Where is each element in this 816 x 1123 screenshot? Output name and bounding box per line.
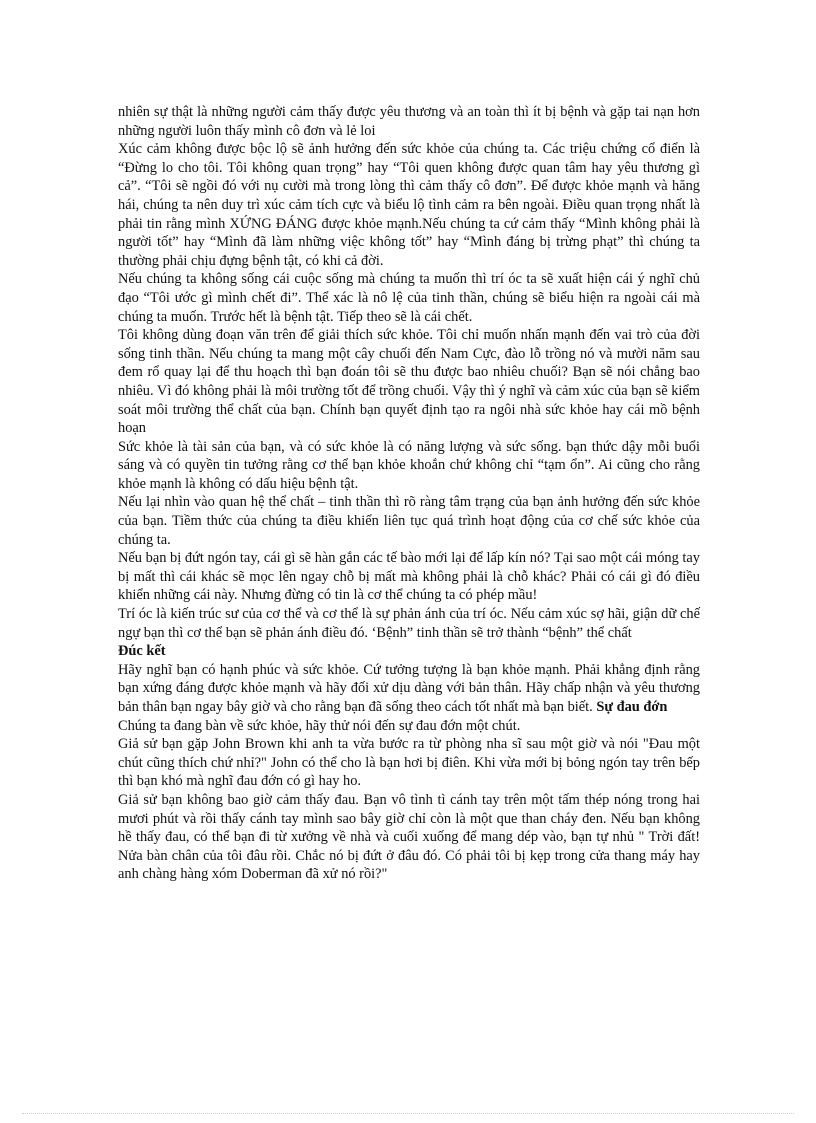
paragraph: Nếu chúng ta không sống cái cuộc sống mà chúng ta muốn thì trí óc ta sẽ xuất hiện cái ý nghĩ chủ đạo “Tôi ước gì mình chết đi”. Thể xác là nô lệ của tinh thần, chúng sẽ biểu hiện ra ngoài cái mà chúng ta muốn. Trước hết là bệnh tật. Tiếp theo sẽ là cái chết. (118, 271, 700, 325)
paragraph: Chúng ta đang bàn về sức khỏe, hãy thử nói đến sự đau đớn một chút. (118, 717, 521, 734)
section-heading-summary: Đúc kết (118, 643, 166, 660)
paragraph: Giả sử bạn không bao giờ cảm thấy đau. Bạn vô tình tì cánh tay trên một tấm thép nóng trong hai mươi phút và rồi thấy cánh tay mình sao bây giờ chỉ còn là một que than cháy đen. Nếu bạn không hề thấy đau, có thể bạn đi từ xưởng về nhà và cuối xuống để mang dép vào, bạn tự nhủ " Trời đất! Nửa bàn chân của tôi đâu rồi. Chắc nó bị đứt ở đâu đó. Có phải tôi bị kẹp trong cửa thang máy hay anh chàng hàng xóm Doberman đã xử nó rồi?" (118, 791, 700, 883)
summary-text: Hãy nghĩ bạn có hạnh phúc và sức khỏe. Cứ tưởng tượng là bạn khỏe mạnh. Phải khẳng định rằng bạn xứng đáng được khỏe mạnh và hãy đối xử dịu dàng với bản thân. Hãy chấp nhận và yêu thương bản thân bạn ngay bây giờ và cho rằng bạn đã sống theo cách tốt nhất mà bạn biết. (118, 661, 700, 715)
paragraph: Trí óc là kiến trúc sư của cơ thể và cơ thể là sự phản ánh của trí óc. Nếu cảm xúc sợ hãi, giận dữ chế ngự bạn thì cơ thể bạn sẽ phản ánh điều đó. ‘Bệnh” tinh thần sẽ trở thành “bệnh” thể chất (118, 606, 700, 641)
paragraph: Giả sử bạn gặp John Brown khi anh ta vừa bước ra từ phòng nha sĩ sau một giờ và nói "Đau một chút cũng thích chứ nhỉ?" John có thể cho là bạn hơi bị điên. Khi vừa mới bị bỏng ngón tay trên bếp thì bạn khó mà nghĩ đau đớn có gì hay ho. (118, 736, 700, 790)
paragraph: Nếu bạn bị đứt ngón tay, cái gì sẽ hàn gắn các tế bào mới lại để lấp kín nó? Tại sao một cái móng tay bị mất thì cái khác sẽ mọc lên ngay chỗ bị mất mà không phải là chỗ khác? Phải có cái gì đó điều khiển những cái này. Nhưng đừng có tin là cơ thể chúng ta có phép mầu! (118, 550, 700, 604)
paragraph: Xúc cảm không được bộc lộ sẽ ảnh hưởng đến sức khỏe của chúng ta. Các triệu chứng cổ điển là “Đừng lo cho tôi. Tôi không quan trọng” hay “Tôi quen không được quan tâm hay yêu thương gì cả”. “Tôi sẽ ngồi đó với nụ cười mà trong lòng thì cảm thấy cô đơn”. Để được khỏe mạnh và hăng hái, chúng ta nên duy trì xúc cảm tích cực và biểu lộ tình cảm ra bên ngoài. Điều quan trọng nhất là phải tin rằng mình XỨNG ĐÁNG được khỏe mạnh.Nếu chúng ta cứ cảm thấy “Mình không phải là người tốt” hay “Mình đã làm những việc không tốt” hay “Mình đáng bị trừng phạt” thì chúng ta thường phải chịu đựng bệnh tật, có khi cả đời. (118, 141, 700, 269)
paragraph: Sức khỏe là tài sản của bạn, và có sức khỏe là có năng lượng và sức sống. bạn thức dậy mỗi buổi sáng và có quyền tin tưởng rằng cơ thể bạn khỏe khoắn chứ không chỉ “tạm ổn”. Ai cũng cho rằng khỏe mạnh là không có dấu hiệu bệnh tật. (118, 438, 700, 492)
paragraph: Tôi không dùng đoạn văn trên để giải thích sức khỏe. Tôi chỉ muốn nhấn mạnh đến vai trò của đời sống tinh thần. Nếu chúng ta mang một cây chuối đến Nam Cực, đào lỗ trồng nó và mười năm sau đem rổ quay lại để thu hoạch thì bạn đoán tôi sẽ thu được bao nhiêu chuối? Bạn sẽ nói chẳng bao nhiêu. Vì đó không phải là môi trường tốt để trồng chuối. Vậy thì ý nghĩ và cảm xúc của bạn sẽ kiểm soát môi trường thể chất của bạn. Chính bạn quyết định tạo ra ngôi nhà sức khỏe hay cái mồ bệnh hoạn (118, 327, 700, 437)
section-heading-pain: Sự đau đớn (596, 699, 668, 715)
page-bottom-rule (22, 1113, 794, 1114)
summary-paragraph (118, 661, 700, 717)
paragraph: nhiên sự thật là những người cảm thấy được yêu thương và an toàn thì ít bị bệnh và gặp tai nạn hơn những người luôn thấy mình cô đơn và lẻ loi (118, 104, 700, 139)
document-page (118, 103, 700, 884)
paragraph: Nếu lại nhìn vào quan hệ thể chất – tinh thần thì rõ ràng tâm trạng của bạn ảnh hưởng đến sức khỏe của bạn. Tiềm thức của chúng ta điều khiển liên tục quá trình hoạt động của cơ chế sức khỏe của chúng ta. (118, 494, 700, 548)
